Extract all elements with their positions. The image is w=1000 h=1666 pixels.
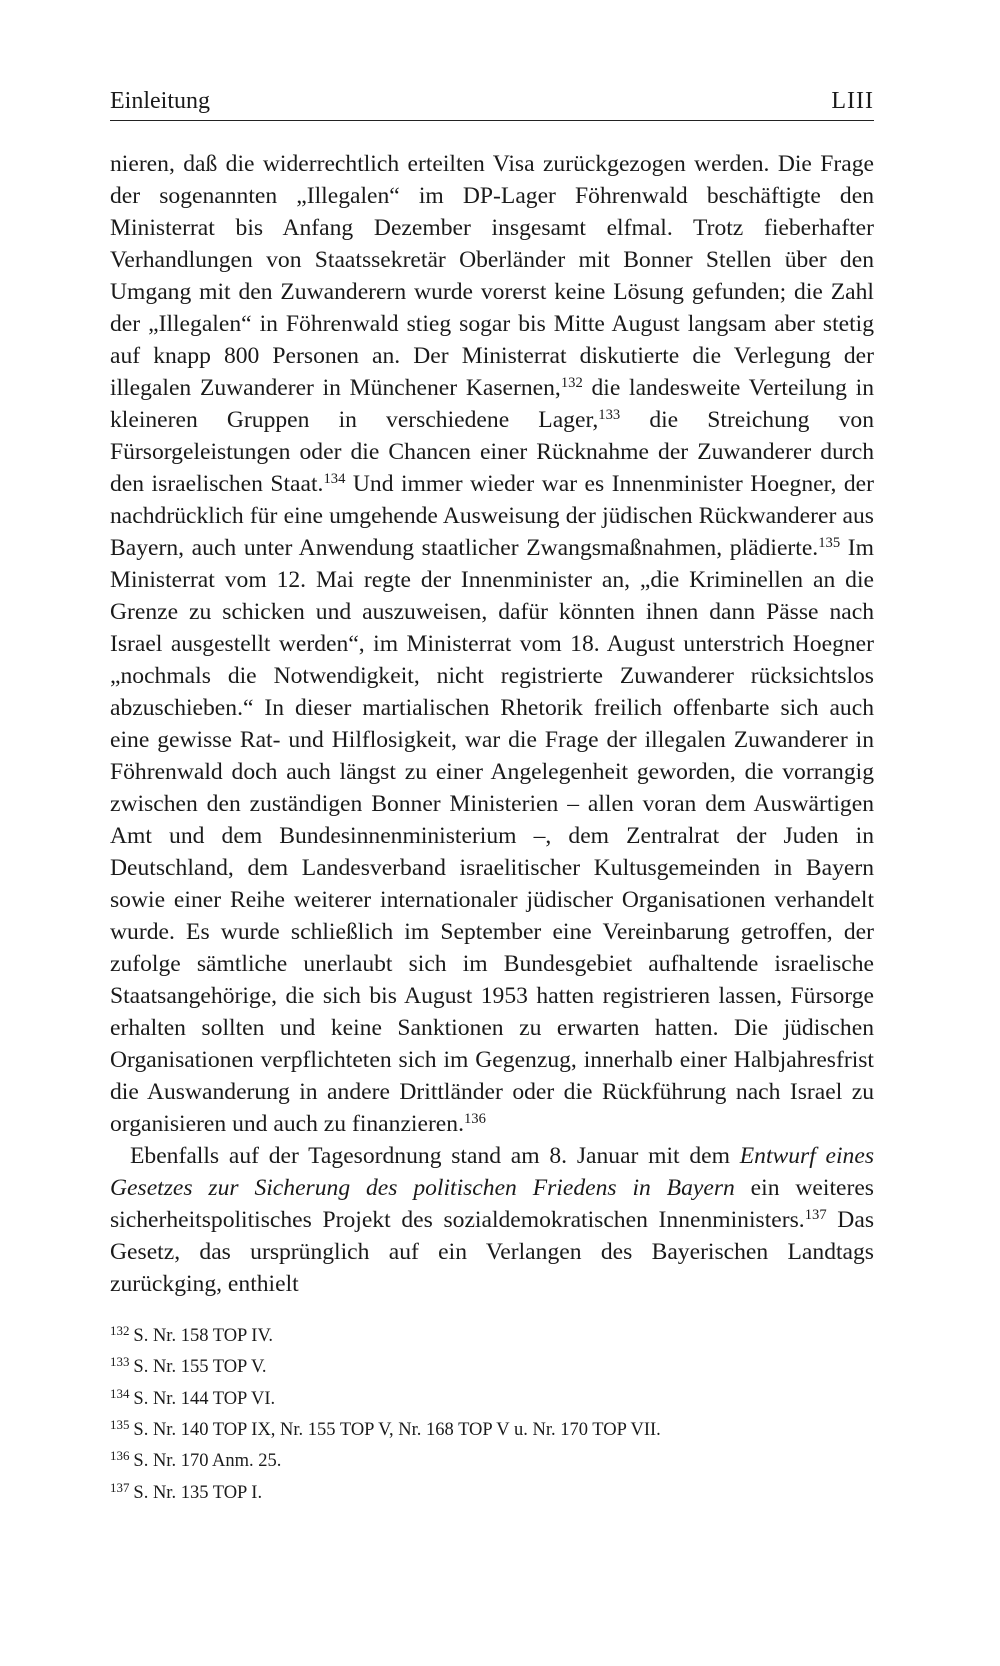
text-run: Und immer wieder war es Innenminister Hoegner, der nachdrücklich für eine umgehende Ausweisung der jüdischen Rückwanderer aus Bayern, auch unter Anwendung staatlicher Zwangsmaßnahmen, plädierte.: [110, 471, 874, 561]
body-paragraph: [110, 1140, 874, 1300]
footnote-reference: 135: [818, 534, 841, 551]
footnotes: [110, 1318, 874, 1506]
footnote-reference: 133: [598, 406, 621, 423]
footnote-number: 134: [110, 1385, 130, 1401]
footnote: [110, 1475, 874, 1506]
footnote-number: 137: [110, 1479, 130, 1495]
text-run: die Streichung von Fürsorgeleistungen oder die Chancen einer Rücknahme der Zuwanderer durch den israelischen Staat.: [110, 407, 874, 497]
footnote-reference: 137: [804, 1206, 827, 1223]
footnote: [110, 1443, 874, 1474]
text-run: Im Ministerrat vom 12. Mai regte der Innenminister an, „die Kriminellen an die Grenze zu schicken und auszuweisen, dafür könnten ihnen dann Pässe nach Israel ausgestellt werden“, im Ministerrat vom 18. August unterstrich Hoegner „nochmals die Notwendigkeit, nicht registrierte Zuwanderer rücksichtslos abzuschieben.“ In dieser martialischen Rhetorik freilich offenbarte sich auch eine gewisse Rat- und Hilflosigkeit, war die Frage der illegalen Zuwanderer in Föhrenwald doch auch längst zu einer Angelegenheit geworden, die vorrangig zwischen den zuständigen Bonner Ministerien – allen voran dem Auswärtigen Amt und dem Bundesinnenministerium –, dem Zentralrat der Juden in Deutschland, dem Landesverband israelitischer Kultusgemeinden in Bayern sowie einer Reihe weiterer internationaler jüdischer Organisationen verhandelt wurde. Es wurde schließlich im September eine Vereinbarung getroffen, der zufolge sämtliche unerlaubt sich im Bundesgebiet aufhaltende israelische Staatsangehörige, die sich bis August 1953 hatten registrieren lassen, Fürsorge erhalten sollten und keine Sanktionen zu erwarten hatten. Die jüdischen Organisationen verpflichteten sich im Gegenzug, innerhalb einer Halbjahresfrist die Auswanderung in andere Drittländer oder die Rückführung nach Israel zu organisieren und auch zu finanzieren.: [110, 535, 874, 1137]
footnote-text: S. Nr. 170 Anm. 25.: [133, 1451, 282, 1472]
footnote-number: 133: [110, 1354, 130, 1370]
footnote-text: S. Nr. 140 TOP IX, Nr. 155 TOP V, Nr. 168 TOP V u. Nr. 170 TOP VII.: [133, 1419, 661, 1440]
text-run: ein weiteres sicherheitspolitisches Projekt des sozialdemokratischen Innenministers.: [110, 1175, 874, 1233]
footnote-reference: 134: [323, 470, 346, 487]
running-head-title: Einleitung: [110, 88, 210, 114]
footnote-text: S. Nr. 144 TOP VI.: [133, 1388, 276, 1409]
footnote: [110, 1381, 874, 1412]
body-paragraph: [110, 148, 874, 1140]
footnote-reference: 136: [463, 1110, 486, 1127]
footnote-reference: 132: [560, 374, 583, 391]
footnote-text: S. Nr. 155 TOP V.: [133, 1357, 267, 1378]
text-run: Ebenfalls auf der Tagesordnung stand am 8. Januar mit dem: [130, 1143, 740, 1169]
footnote: [110, 1412, 874, 1443]
page-number: LIII: [831, 88, 874, 114]
running-head: [110, 86, 874, 121]
italic-title: Entwurf eines Gesetzes zur Sicherung des politischen Friedens in Bayern: [110, 1143, 874, 1201]
footnote-number: 132: [110, 1323, 130, 1338]
footnote: [110, 1318, 874, 1349]
text-run: die landesweite Verteilung in kleineren Gruppen in verschiedene Lager,: [110, 375, 874, 433]
text-run: nieren, daß die widerrechtlich erteilten Visa zurückgezogen werden. Die Frage der sogenannten „Illegalen“ im DP-Lager Föhrenwald beschäftigte den Ministerrat bis Anfang Dezember insgesamt elfmal. Trotz fieberhafter Verhandlungen von Staatssekretär Oberländer mit Bonner Stellen über den Umgang mit den Zuwanderern wurde vorerst keine Lösung gefunden; die Zahl der „Illegalen“ in Föhrenwald stieg sogar bis Mitte August langsam aber stetig auf knapp 800 Personen an. Der Ministerrat diskutierte die Verlegung der illegalen Zuwanderer in Münchener Kasernen,: [110, 151, 874, 401]
footnote-number: 136: [110, 1448, 130, 1464]
footnote-text: S. Nr. 158 TOP IV.: [133, 1325, 274, 1346]
book-page: [110, 0, 874, 1666]
footnote-text: S. Nr. 135 TOP I.: [133, 1482, 263, 1503]
footnote-number: 135: [110, 1416, 130, 1432]
text-run: Das Gesetz, das ursprünglich auf ein Verlangen des Bayerischen Landtags zurückging, enthielt: [110, 1207, 875, 1297]
footnote: [110, 1349, 874, 1380]
body-text: [110, 148, 874, 1300]
